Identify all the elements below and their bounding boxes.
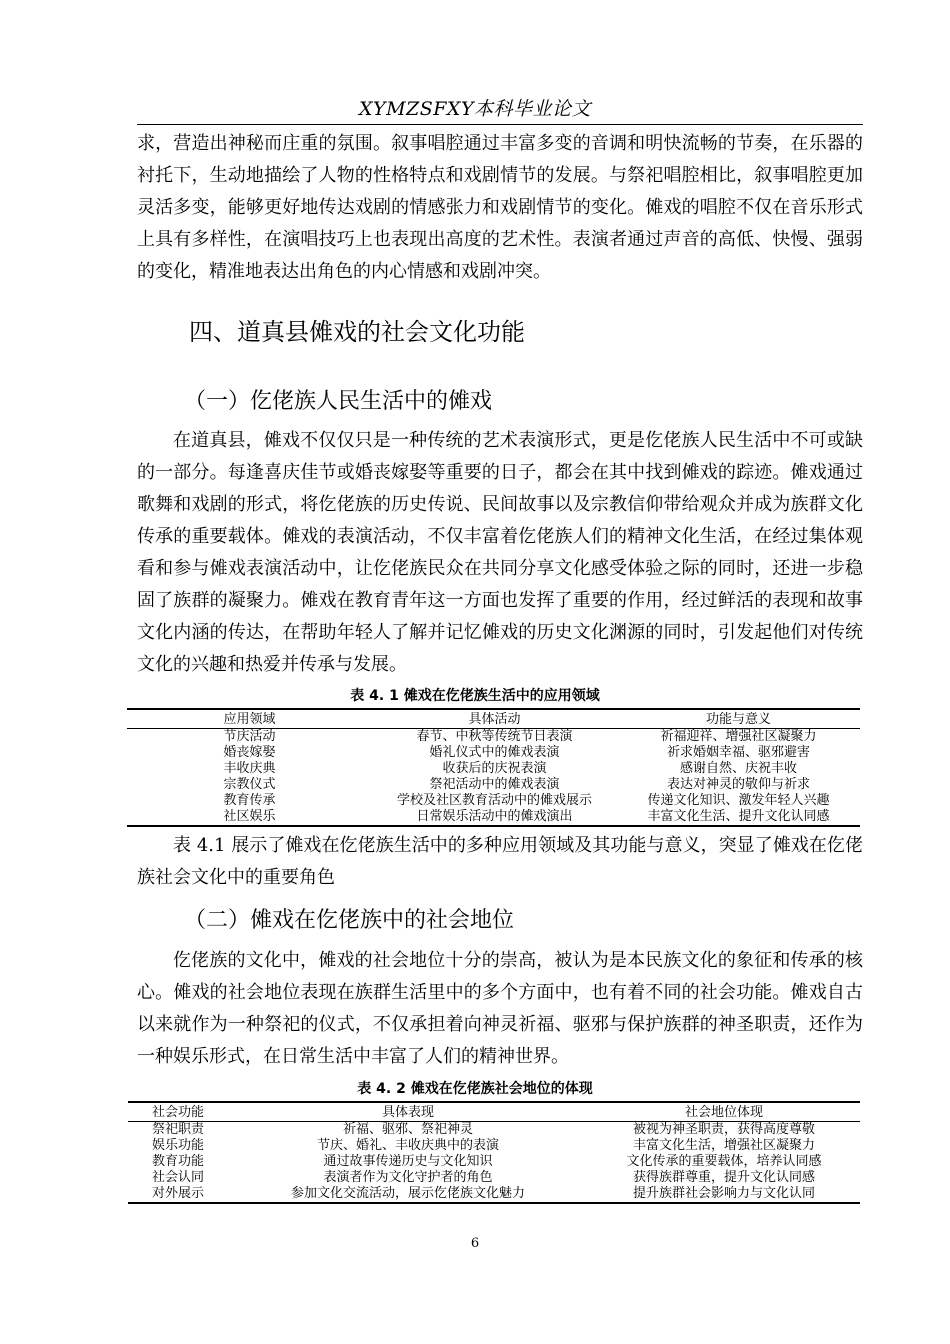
table-cell: 社会认同 [151, 1170, 204, 1185]
table-cell: 教育传承 [223, 793, 276, 808]
table-header-cell: 社会地位体现 [588, 1102, 860, 1122]
table-header-cell: 应用领域 [127, 709, 372, 729]
table-cell: 学校及社区教育活动中的傩戏展示 [396, 793, 592, 808]
table-cell: 丰收庆典 [223, 761, 276, 776]
table-row [128, 1170, 860, 1186]
table-cell: 丰富文化生活、提升文化认同感 [647, 809, 830, 824]
table-cell: 参加文化交流活动，展示仡佬族文化魅力 [290, 1186, 525, 1201]
table-cell: 通过故事传递历史与文化知识 [323, 1154, 493, 1169]
section-heading: 四、道真县傩戏的社会文化功能 [189, 318, 525, 346]
table-cell: 祈求婚姻幸福、驱邪避害 [666, 745, 810, 760]
table-row [128, 1186, 860, 1203]
table-cell: 传递文化知识、激发年轻人兴趣 [647, 793, 830, 808]
table-cell: 祈福迎祥、增强社区凝聚力 [660, 729, 817, 744]
table-row [127, 793, 860, 809]
table-cell: 婚礼仪式中的傩戏表演 [429, 745, 560, 760]
subsection-heading-2: （二）傩戏在仡佬族中的社会地位 [184, 908, 515, 933]
table-cell: 祈福、驱邪、祭祀神灵 [342, 1122, 473, 1137]
table-cell: 表达对神灵的敬仰与祈求 [666, 777, 810, 792]
table-header-row [127, 709, 860, 729]
table-cell: 教育功能 [151, 1154, 204, 1169]
table-cell: 提升族群社会影响力与文化认同 [632, 1186, 815, 1201]
table-row [127, 761, 860, 777]
table-row [128, 1122, 860, 1139]
page-header: XYMZSFXY本科毕业论文 [359, 98, 591, 120]
table-cell: 社区娱乐 [223, 809, 276, 824]
table-cell: 节庆、婚礼、丰收庆典中的表演 [316, 1138, 499, 1153]
table-cell: 表演者作为文化守护者的角色 [323, 1170, 493, 1185]
table-header-row [128, 1102, 860, 1122]
paragraph-table-note: 表 4.1 展示了傩戏在仡佬族生活中的多种应用领域及其功能与意义，突显了傩戏在仡佬族社会文化中的重要角色 [137, 835, 863, 888]
table-header-cell: 具体活动 [372, 709, 617, 729]
paragraph-singing: 求，营造出神秘而庄重的氛围。叙事唱腔通过丰富多变的音调和明快流畅的节奏，在乐器的衬托下，生动地描绘了人物的性格特点和戏剧情节的发展。与祭祀唱腔相比，叙事唱腔更加灵活多变，能够更好地传达戏剧的情感张力和戏剧情节的变化。傩戏的唱腔不仅在音乐形式上具有多样性，在演唱技巧上也表现出高度的艺术性。表演者通过声音的高低、快慢、强弱的变化，精准地表达出角色的内心情感和戏剧冲突。 [137, 133, 863, 282]
table-cell: 文化传承的重要载体，培养认同感 [626, 1154, 822, 1169]
table-row [127, 745, 860, 761]
table-cell: 娱乐功能 [151, 1138, 204, 1153]
paragraph-life: 在道真县，傩戏不仅仅只是一种传统的艺术表演形式，更是仡佬族人民生活中不可或缺的一部分。每逢喜庆佳节或婚丧嫁娶等重要的日子，都会在其中找到傩戏的踪迹。傩戏通过歌舞和戏剧的形式，将仡佬族的历史传说、民间故事以及宗教信仰带给观众并成为族群文化传承的重要载体。傩戏的表演活动，不仅丰富着仡佬族人们的精神文化生活，在经过集体观看和参与傩戏表演活动中，让仡佬族民众在共同分享文化感受体验之际的同时，还进一步稳固了族群的凝聚力。傩戏在教育青年这一方面也发挥了重要的作用，经过鲜活的表现和故事文化内涵的传达，在帮助年轻人了解并记忆傩戏的历史文化渊源的同时，引发起他们对传统文化的兴趣和热爱并传承与发展。 [137, 430, 863, 675]
table-cell: 祭祀活动中的傩戏表演 [429, 777, 560, 792]
table-cell: 被视为神圣职责，获得高度尊敬 [632, 1122, 815, 1137]
table-header-cell: 功能与意义 [617, 709, 860, 729]
table-cell: 祭祀职责 [151, 1122, 204, 1137]
paragraph-status: 仡佬族的文化中，傩戏的社会地位十分的崇高，被认为是本民族文化的象征和传承的核心。傩戏的社会地位表现在族群生活里中的多个方面中，也有着不同的社会功能。傩戏自古以来就作为一种祭祀的仪式，不仅承担着向神灵祈福、驱邪与保护族群的神圣职责，还作为一种娱乐形式，在日常生活中丰富了人们的精神世界。 [137, 950, 863, 1067]
table-1 [127, 708, 860, 827]
table-cell: 日常娱乐活动中的傩戏演出 [416, 809, 573, 824]
table-cell: 春节、中秋等传统节日表演 [416, 729, 573, 744]
table-row [128, 1154, 860, 1170]
table-1-caption: 表 4. 1 傩戏在仡佬族生活中的应用领域 [350, 688, 600, 704]
table-cell: 对外展示 [151, 1186, 204, 1201]
table-2-caption: 表 4. 2 傩戏在仡佬族社会地位的体现 [357, 1081, 593, 1097]
table-2 [128, 1101, 860, 1204]
subsection-heading-1: （一）仡佬族人民生活中的傩戏 [184, 389, 493, 414]
table-row [127, 809, 860, 826]
table-cell: 收获后的庆祝表演 [442, 761, 547, 776]
table-header-cell: 社会功能 [128, 1102, 228, 1122]
header-rule [137, 124, 863, 125]
table-cell: 婚丧嫁娶 [223, 745, 276, 760]
table-row [127, 729, 860, 746]
table-cell: 丰富文化生活，增强社区凝聚力 [632, 1138, 815, 1153]
table-cell: 宗教仪式 [223, 777, 276, 792]
table-cell: 获得族群尊重，提升文化认同感 [632, 1170, 815, 1185]
table-cell: 节庆活动 [223, 729, 276, 744]
page-number: 6 [470, 1236, 480, 1251]
table-row [128, 1138, 860, 1154]
table-header-cell: 具体表现 [228, 1102, 588, 1122]
table-cell: 感谢自然、庆祝丰收 [679, 761, 797, 776]
table-row [127, 777, 860, 793]
